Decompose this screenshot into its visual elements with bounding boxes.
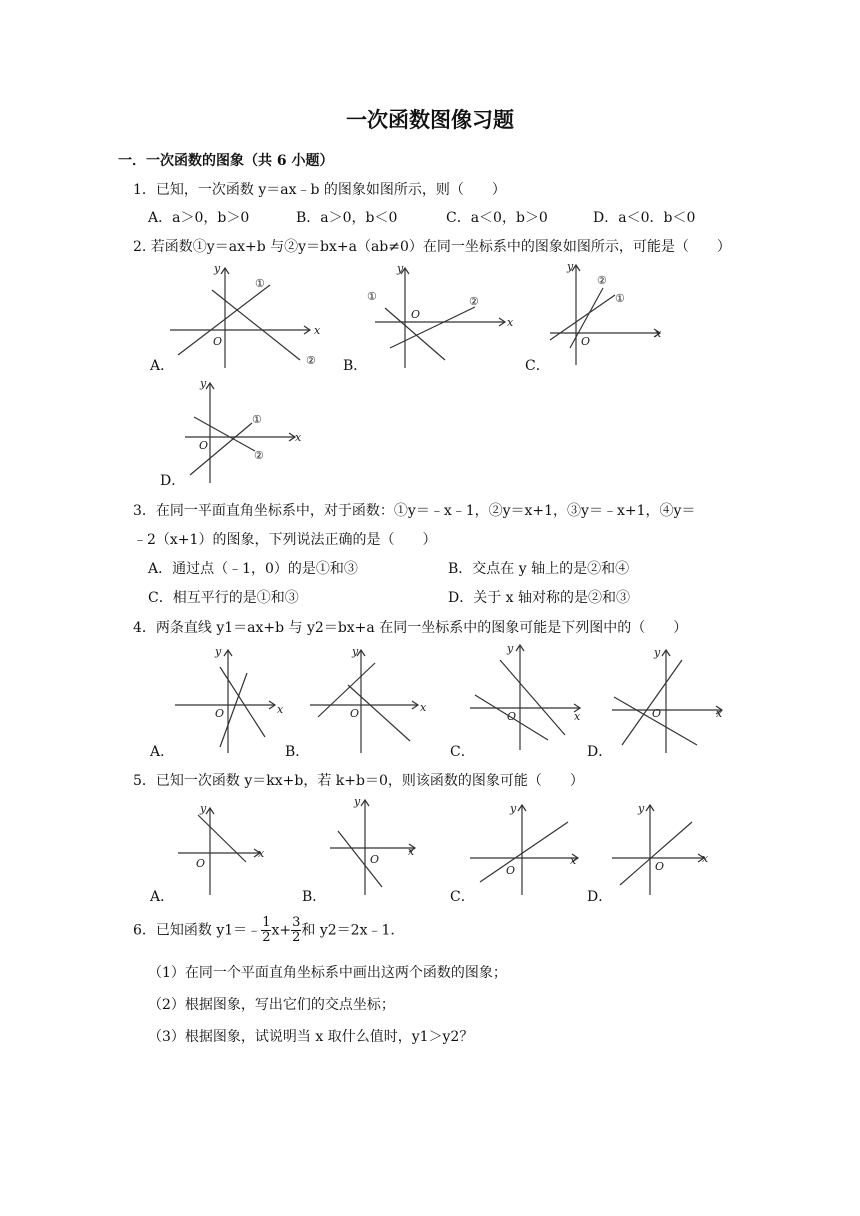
q5-graph-d — [612, 800, 722, 900]
q4-graph-a — [175, 645, 295, 755]
q2-graph-d — [180, 375, 310, 485]
frac2-numerator: 3 — [292, 915, 301, 930]
y-axis-label: y — [214, 262, 221, 275]
y-axis-label: y — [638, 802, 645, 815]
fraction-three-half — [291, 916, 301, 945]
origin-label: O — [215, 707, 225, 720]
y-axis-label: y — [397, 262, 404, 275]
page-title: 一次函数图像习题 — [346, 107, 514, 132]
origin-label: O — [350, 707, 360, 720]
y-axis-label: y — [215, 645, 222, 658]
y-axis-label: y — [352, 645, 359, 658]
frac1-numerator: 1 — [262, 915, 271, 930]
q6-part-2: （2）根据图象，写出它们的交点坐标； — [148, 997, 395, 1013]
q6-stem-c: 和 y2＝2x﹣1． — [301, 922, 405, 939]
y-axis-label: y — [354, 795, 361, 808]
line-label-2: ② — [469, 295, 479, 308]
q5-label-a: A． — [150, 889, 175, 905]
q1-option-b: B．a＞0，b＜0 — [296, 210, 398, 226]
q1-option-d: D．a＜0．b＜0 — [593, 210, 696, 226]
origin-label: O — [506, 864, 516, 877]
origin-label: O — [199, 439, 209, 452]
frac2-denominator: 2 — [292, 930, 301, 945]
q5-graph-b — [330, 795, 440, 895]
line-label-1: ① — [252, 413, 262, 426]
q5-stem: 5．已知一次函数 y＝kx+b，若 k+b＝0，则该函数的图象可能（ ） — [133, 773, 584, 789]
q1-option-c: C．a＜0，b＞0 — [446, 210, 548, 226]
origin-label: O — [370, 853, 380, 866]
q4-graph-d — [612, 645, 732, 755]
q3-option-c: C．相互平行的是①和③ — [148, 590, 299, 606]
q5-graph-c — [470, 800, 580, 900]
frac1-denominator: 2 — [262, 930, 271, 945]
origin-label: O — [196, 857, 206, 870]
line-label-2: ② — [254, 449, 264, 462]
q6-part-3: （3）根据图象，试说明当 x 取什么值时，y1＞y2？ — [148, 1029, 474, 1045]
line-label-1: ① — [615, 292, 625, 305]
q2-label-c: C． — [525, 358, 550, 374]
q2-graph-c — [545, 260, 675, 370]
y-axis-label: y — [200, 802, 207, 815]
q4-label-c: C． — [450, 744, 475, 760]
y-axis-label: y — [507, 642, 514, 655]
q5-graph-a — [178, 800, 288, 900]
x-axis-label: x — [507, 316, 514, 329]
origin-label: O — [507, 710, 517, 723]
q3-stem-line2: ﹣2（x+1）的图象，下列说法正确的是（ ） — [133, 532, 437, 548]
q4-stem: 4．两条直线 y1＝ax+b 与 y2＝bx+a 在同一坐标系中的图象可能是下列图中的（ ） — [133, 620, 688, 636]
x-axis-label: x — [420, 701, 427, 714]
q5-label-d: D． — [587, 889, 613, 905]
line-label-2: ② — [597, 274, 607, 287]
x-axis-label: x — [408, 845, 415, 858]
q6-part-1: （1）在同一个平面直角坐标系中画出这两个函数的图象； — [148, 965, 507, 981]
line-label-1: ① — [255, 277, 265, 290]
q2-label-d: D． — [160, 473, 186, 489]
x-axis-label: x — [574, 710, 581, 723]
q5-label-b: B． — [302, 889, 327, 905]
fraction-one-half — [261, 916, 271, 945]
y-axis-label: y — [510, 802, 517, 815]
q6-stem — [133, 916, 404, 945]
origin-label: O — [581, 335, 591, 348]
q1-stem: 1．已知，一次函数 y＝ax﹣b 的图象如图所示，则（ ） — [133, 182, 506, 198]
q6-stem-a: 6．已知函数 y1＝﹣ — [133, 922, 262, 939]
x-axis-label: x — [314, 324, 321, 337]
q3-option-d: D．关于 x 轴对称的是②和③ — [448, 590, 631, 606]
section-heading: 一．一次函数的图象（共 6 小题） — [118, 153, 334, 169]
x-axis-label: x — [277, 703, 284, 716]
x-axis-label: x — [258, 847, 265, 860]
q1-option-a: A．a＞0，b＞0 — [148, 210, 250, 226]
line-label-2: ② — [306, 354, 316, 367]
x-axis-label: x — [655, 327, 662, 340]
q4-label-d: D． — [587, 744, 613, 760]
q4-label-a: A． — [150, 744, 175, 760]
q4-graph-c — [470, 640, 590, 750]
x-axis-label: x — [295, 431, 302, 444]
q2-graph-b — [365, 260, 525, 370]
x-axis-label: x — [702, 852, 709, 865]
y-axis-label: y — [200, 377, 207, 390]
q2-label-b: B． — [343, 358, 368, 374]
origin-label: O — [652, 707, 662, 720]
y-axis-label: y — [567, 260, 574, 273]
q2-graph-a — [170, 260, 330, 370]
x-axis-label: x — [716, 707, 723, 720]
origin-label: O — [213, 335, 223, 348]
q2-stem: 2. 若函数①y＝ax+b 与②y＝bx+a（ab≠0）在同一坐标系中的图象如图所示，可能是（ ） — [133, 239, 731, 255]
y-axis-label: y — [654, 646, 661, 659]
line-label-1: ① — [367, 290, 377, 303]
x-axis-label: x — [570, 854, 577, 867]
q4-graph-b — [310, 645, 430, 755]
q3-stem-line1: 3．在同一平面直角坐标系中，对于函数：①y＝﹣x﹣1，②y＝x+1，③y＝﹣x+1，④y＝ — [133, 503, 696, 519]
origin-label: O — [655, 860, 665, 873]
q6-stem-b: x+ — [271, 922, 292, 939]
q5-label-c: C． — [450, 889, 475, 905]
q3-option-b: B．交点在 y 轴上的是②和④ — [448, 561, 630, 577]
origin-label: O — [411, 308, 421, 321]
q2-label-a: A． — [150, 358, 175, 374]
q4-label-b: B． — [285, 744, 310, 760]
q3-option-a: A．通过点（﹣1，0）的是①和③ — [148, 561, 358, 577]
